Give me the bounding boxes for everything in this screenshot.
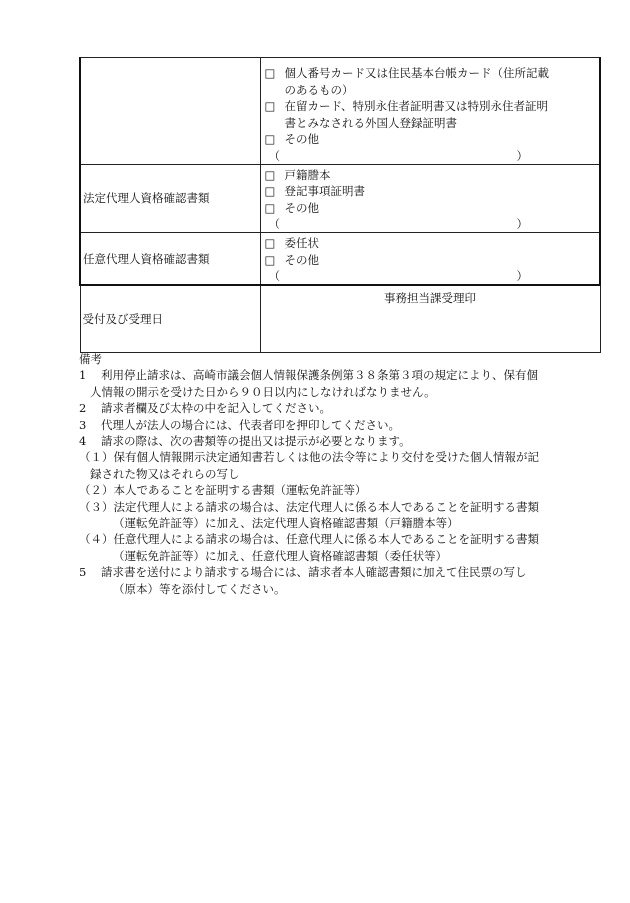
id-option-residence-card-cont: 書とみなされる外国人登録証明書 xyxy=(284,115,457,130)
legal-other-input[interactable]: （ ） xyxy=(268,217,528,231)
id-option-other[interactable]: □ その他 xyxy=(264,132,319,146)
note-item-4: 4 請求の際は、次の書類等の提出又は提示が必要となります。 xyxy=(79,434,411,449)
checkbox[interactable]: □ xyxy=(264,200,276,215)
checkbox[interactable]: □ xyxy=(264,184,276,198)
note-subitem-2: （２）本人であることを証明する書類（運転免許証等） xyxy=(79,483,367,498)
note-item-2: 2 請求者欄及び太枠の中を記入してください。 xyxy=(79,401,331,416)
voluntary-other-input[interactable]: （ ） xyxy=(268,269,528,283)
note-item-5-cont: （原本）等を添付してください。 xyxy=(113,581,286,596)
voluntary-option-power-of-attorney[interactable]: □ 委任状 xyxy=(264,236,319,250)
request-form-table xyxy=(79,57,601,353)
legal-option-registry[interactable]: □ 登記事項証明書 xyxy=(264,184,365,198)
legal-agent-options-cell xyxy=(260,164,600,233)
voluntary-option-other[interactable]: □ その他 xyxy=(264,252,319,267)
notes-heading: 備考 xyxy=(79,352,102,366)
legal-option-koseki[interactable]: □ 戸籍謄本 xyxy=(264,167,331,182)
note-item-1-cont: 人情報の開示を受けた日から９０日以内にしなければなりません。 xyxy=(90,384,436,399)
legal-agent-label: 法定代理人資格確認書類 xyxy=(80,164,260,233)
notes-section xyxy=(79,351,604,597)
note-subitem-3: （３）法定代理人による請求の場合は、法定代理人に係る本人であることを証明する書類 xyxy=(79,499,539,514)
checkbox[interactable]: □ xyxy=(264,99,276,113)
checkbox[interactable]: □ xyxy=(264,167,276,182)
voluntary-agent-options-cell xyxy=(260,233,600,286)
note-item-1: 1 利用停止請求は、高崎市議会個人情報保護条例第３８条第３項の規定により、保有個 xyxy=(79,368,538,383)
reception-stamp-cell xyxy=(260,285,600,353)
note-item-5: 5 請求書を送付により請求する場合には、請求者本人確認書類に加えて住民票の写し xyxy=(79,565,527,580)
id-option-residence-card[interactable]: □ 在留カード、特別永住者証明書又は特別永住者証明 xyxy=(264,99,548,113)
identity-docs-label-cell xyxy=(80,58,260,165)
voluntary-agent-label: 任意代理人資格確認書類 xyxy=(80,233,260,286)
note-subitem-4: （４）任意代理人による請求の場合は、任意代理人に係る本人であることを証明する書類 xyxy=(79,532,539,547)
checkbox[interactable]: □ xyxy=(264,252,276,267)
reception-label: 受付及び受理日 xyxy=(80,285,260,353)
legal-agent-row xyxy=(80,164,600,233)
checkbox[interactable]: □ xyxy=(264,132,276,146)
note-subitem-1-cont: 録された物又はそれらの写し xyxy=(90,466,240,481)
id-option-mynumber[interactable]: □ 個人番号カード又は住民基本台帳カード（住所記載 xyxy=(264,66,549,80)
checkbox[interactable]: □ xyxy=(264,66,276,80)
note-subitem-3-cont: （運転免許証等）に加え、法定代理人資格確認書類（戸籍謄本等） xyxy=(113,516,459,531)
checkbox[interactable]: □ xyxy=(264,236,276,250)
note-subitem-1: （１）保有個人情報開示決定通知書若しくは他の法令等により交付を受けた個人情報が記 xyxy=(79,450,539,465)
note-item-3: 3 代理人が法人の場合には、代表者印を押印してください。 xyxy=(79,417,400,432)
identity-docs-row xyxy=(80,58,600,165)
voluntary-agent-row xyxy=(80,233,600,286)
stamp-label: 事務担当課受理印 xyxy=(384,291,476,305)
note-subitem-4-cont: （運転免許証等）に加え、任意代理人資格確認書類（委任状等） xyxy=(113,548,448,563)
identity-docs-options-cell xyxy=(260,58,600,165)
id-other-input[interactable]: （ ） xyxy=(268,148,528,163)
legal-option-other[interactable]: □ その他 xyxy=(264,200,319,215)
reception-row xyxy=(80,285,600,353)
id-option-mynumber-cont: のあるもの） xyxy=(284,82,354,97)
